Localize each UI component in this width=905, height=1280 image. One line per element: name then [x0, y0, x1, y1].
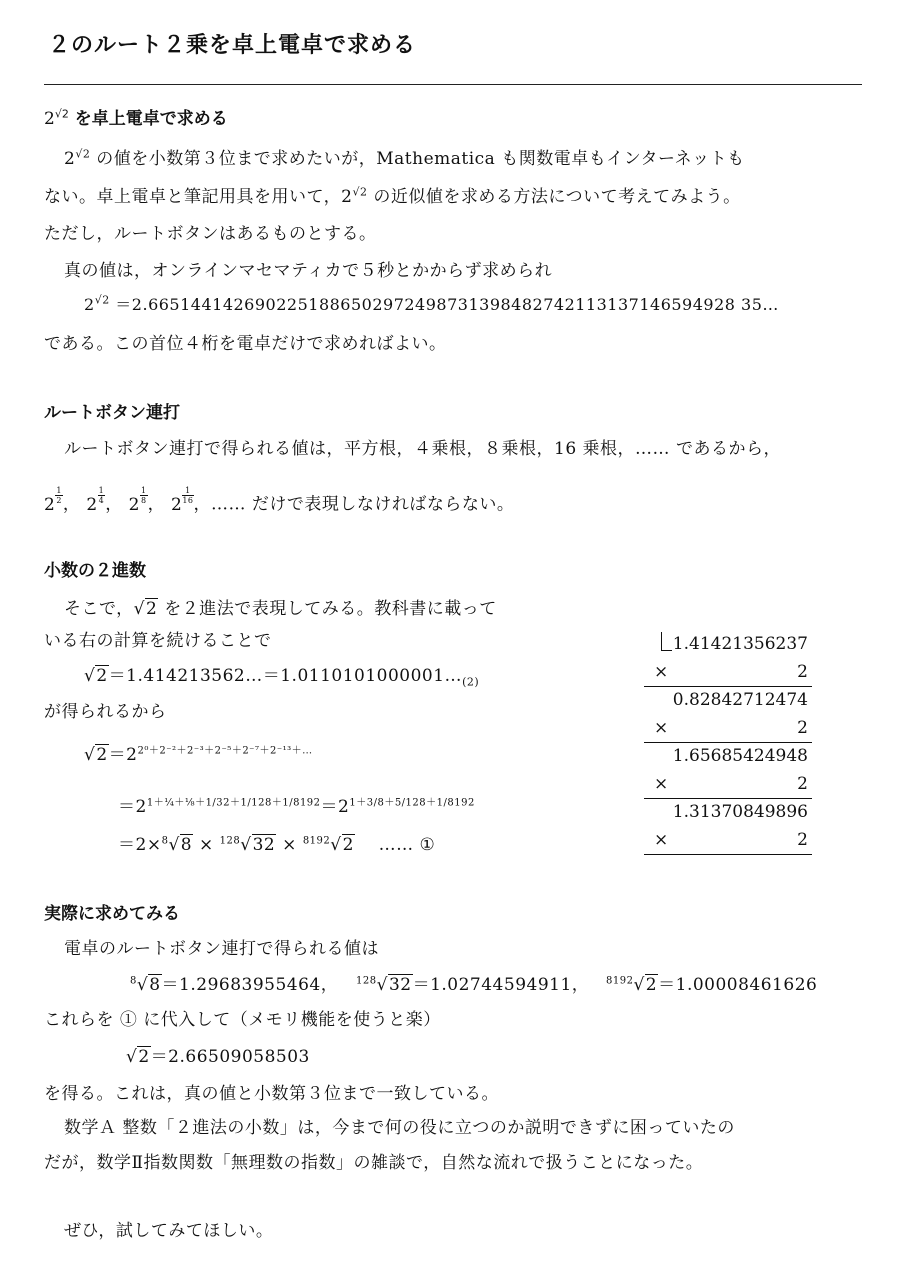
value-digits: ＝2.6651441426902251886502972498731398482742113137146594928 35…	[115, 295, 779, 314]
paragraph-line: である。この首位４桁を電卓だけで求めればよい。	[44, 334, 447, 354]
calc-row: × 2	[654, 830, 808, 850]
powers-line: 2 $\frac{1}{2}$ ， 2 $\frac{1}{4}$ ， 2 $\frac{1}{8}$ ， 2 $\frac{1}{16}$ ，…… だけで表現しなければならない。	[44, 486, 515, 515]
power-item: 2 $\frac{1}{8}$	[128, 486, 147, 515]
paragraph-text: ない。卓上電卓と筆記用具を用いて，	[44, 187, 342, 207]
equation-fraction-sum: $=2^{1+\frac{1}{4}+\frac{1}{8}+1/32+1/128+1/8192}=2^{1+3/8+5/128+1/8192}$	[118, 797, 475, 817]
paragraph-line: が得られるから	[44, 702, 167, 722]
paragraph-text: の値を小数第３位まで求めたいが，Mathematica も関数電卓もインターネットも	[96, 149, 745, 169]
title-rule	[44, 84, 862, 85]
heading-base: 2	[44, 109, 55, 129]
power-base: 2	[341, 187, 353, 207]
paragraph-text: ，…… だけで表現しなければならない。	[193, 494, 515, 515]
power-exp: √2	[94, 293, 110, 307]
calc-row: 1.41421356237	[644, 630, 814, 658]
section-heading-binary: 小数の２進数	[44, 561, 146, 581]
heading-text: を卓上電卓で求める	[74, 109, 228, 129]
power-exp: √2	[352, 185, 368, 199]
binary-calculation	[644, 630, 814, 854]
equation-binary: $√2=1.414213562\dots=1.0110101000001\dots_{(2)}$	[84, 666, 480, 689]
paragraph-text: の近似値を求める方法について考えてみよう。	[373, 187, 741, 207]
calc-row: 0.82842712474	[672, 690, 808, 710]
result-equation: √2＝2.66509058503	[126, 1047, 310, 1067]
calc-row: 1.65685424948	[672, 746, 808, 766]
paragraph-line: ただし，ルートボタンはあるものとする。	[44, 224, 377, 244]
paragraph-line: 電卓のルートボタン連打で得られる値は	[64, 939, 379, 959]
calc-row: 1.31370849896	[672, 802, 808, 822]
power-item: 2 $\frac{1}{4}$	[86, 486, 105, 515]
power-base: 2	[84, 295, 95, 314]
paragraph-line: 数学Ａ 整数「２進法の小数」は，今まで何の役に立つのか説明できずに困っていたの	[64, 1118, 735, 1138]
paragraph-line: を得る。これは，真の値と小数第３位まで一致している。	[44, 1084, 499, 1104]
root-values: $^8$√8＝1.29683955464，	[130, 975, 339, 995]
section-heading-practice: 実際に求めてみる	[44, 904, 180, 924]
power-item: 2 $\frac{1}{16}$	[170, 486, 194, 515]
heading-exp: √2	[54, 107, 69, 121]
page-title: ２のルート２乗を卓上電卓で求める	[48, 33, 417, 58]
equation-roots: ＝2×$^8$√8 × $^{128}$√32 × $^{8192}$√2 …… ①	[118, 835, 436, 855]
equation-exponent-sum: $√2=2^{2^0+2^{-2}+2^{-3}+2^{-5}+2^{-7}+2^{-13}+\dots}$	[84, 745, 313, 765]
paragraph-line: 真の値は，オンラインマセマティカで５秒とかからず求められ	[64, 261, 553, 281]
equation-label: …… ①	[378, 835, 436, 855]
calc-row: × 2	[654, 718, 808, 738]
sqrt-symbol: √2	[133, 599, 158, 619]
power-item: 2 $\frac{1}{2}$	[44, 486, 62, 515]
paragraph-line	[44, 182, 741, 207]
paragraph-line: ルートボタン連打で得られる値は，平方根，４乗根，８乗根，16 乗根，…… であるから，	[64, 439, 781, 459]
section-heading-root-button: ルートボタン連打	[44, 403, 180, 423]
paragraph-line: ぜひ，試してみてほしい。	[64, 1221, 274, 1241]
power-base: 2	[64, 149, 76, 169]
section-heading-calculator	[44, 104, 228, 129]
root-values: $^{8192}$√2＝1.00008461626	[606, 975, 818, 995]
root-values: $^{128}$√32＝1.02744594911，	[356, 975, 590, 995]
paragraph-line: だが，数学Ⅱ指数関数「無理数の指数」の雑談で，自然な流れで扱うことになった。	[44, 1153, 704, 1173]
paragraph-line: これらを ① に代入して（メモリ機能を使うと楽）	[44, 1010, 441, 1030]
paragraph-line	[64, 144, 745, 169]
power-exp: √2	[75, 147, 91, 161]
paragraph-line: そこで，√2 を２進法で表現してみる。教科書に載って	[64, 599, 497, 619]
true-value	[84, 292, 779, 315]
calc-row: × 2	[654, 774, 808, 794]
calc-row: × 2	[654, 662, 808, 682]
paragraph-line: いる右の計算を続けることで	[44, 631, 272, 651]
